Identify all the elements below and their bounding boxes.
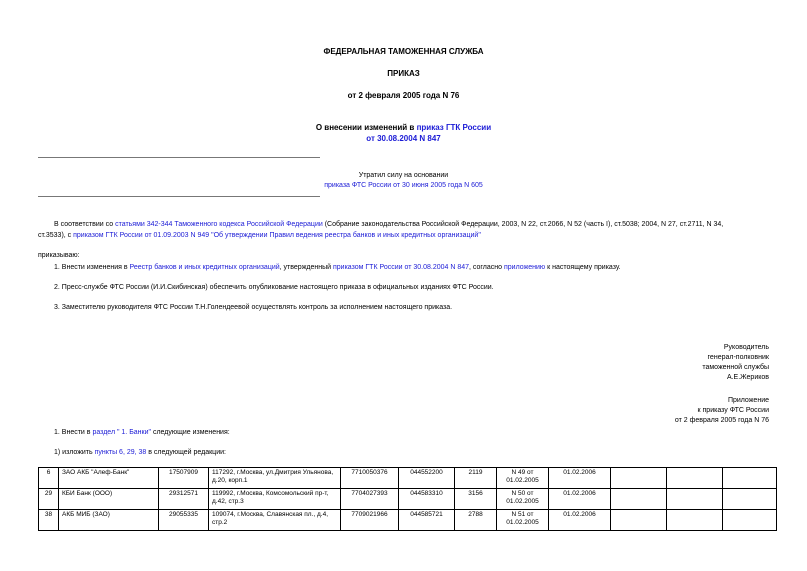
table-cell: 6	[39, 468, 59, 489]
table-cell: 01.02.2006	[549, 489, 611, 510]
preamble-link-code[interactable]: статьями 342-344 Таможенного кодекса Российской Федерации	[115, 221, 323, 228]
table-cell	[611, 489, 667, 510]
table-cell: 3156	[455, 489, 497, 510]
table-cell: 044583310	[399, 489, 455, 510]
repeal-line: Утратил силу на основании	[358, 172, 449, 179]
table-cell: 29	[39, 489, 59, 510]
table-cell: АКБ МИБ (ЗАО)	[59, 510, 159, 531]
table-row	[39, 510, 777, 531]
table-cell	[667, 510, 723, 531]
table-cell: 7710050376	[341, 468, 399, 489]
clause-line: 1) изложить пункты 6, 29, 38 в следующей редакции:	[54, 449, 226, 456]
table-cell: 01.02.2006	[549, 510, 611, 531]
table-cell	[723, 468, 777, 489]
table-cell: 01.02.2006	[549, 468, 611, 489]
appendix-block	[675, 396, 769, 426]
signature-name: А.Е.Жериков	[726, 374, 769, 381]
table-cell	[723, 489, 777, 510]
table-cell: N 50 от 01.02.2005	[497, 489, 549, 510]
table-cell: 2788	[455, 510, 497, 531]
appendix-title: Приложение	[727, 397, 769, 404]
doc-subject	[0, 122, 807, 144]
table-cell: ЗАО АКБ "Алеф-Банк"	[59, 468, 159, 489]
table-cell: 7709021966	[341, 510, 399, 531]
appendix-date: от 2 февраля 2005 года N 76	[674, 417, 769, 424]
table-cell: 29312571	[159, 489, 209, 510]
subject-link-date[interactable]: от 30.08.2004 N 847	[366, 134, 441, 143]
table-cell	[611, 468, 667, 489]
preamble: В соответствии со статьями 342-344 Таможенного кодекса Российской Федерации (Собрание законодательства Российской Федерации, 2003, N 22, ст.2066, N 52 (часть I), ст.5038; 2004, N 27, ст.2711, N 34,	[54, 221, 724, 228]
table-row	[39, 468, 777, 489]
preamble-link-order[interactable]: приказом ГТК России от 01.09.2003 N 949 "Об утверждении Правил ведения реестра банков и иных кредитных организаций"	[73, 232, 481, 239]
subject-link[interactable]: приказ ГТК России	[416, 123, 492, 132]
item-1: 1. Внести изменения в Реестр банков и иных кредитных организаций, утвержденный приказом ГТК России от 30.08.2004 N 847, согласно приложению к настоящему приказу.	[54, 264, 621, 271]
table-cell: 38	[39, 510, 59, 531]
order-word: приказываю:	[38, 252, 80, 259]
table-cell	[667, 468, 723, 489]
table-cell: 29055335	[159, 510, 209, 531]
divider-top	[38, 157, 320, 158]
section-line: 1. Внести в раздел " 1. Банки" следующие изменения:	[54, 429, 230, 436]
subject-prefix: О внесении изменений в	[315, 123, 417, 132]
item-3: 3. Заместителю руководителя ФТС России Т.Н.Голендеевой осуществлять контроль за исполнением настоящего приказа.	[54, 304, 453, 311]
divider-bottom	[38, 196, 320, 197]
table-cell: 044552200	[399, 468, 455, 489]
signature-rank: генерал-полковник	[707, 354, 769, 361]
table-cell: N 49 от 01.02.2005	[497, 468, 549, 489]
table-cell: КБИ Банк (ООО)	[59, 489, 159, 510]
table-cell	[723, 510, 777, 531]
doc-type: ПРИКАЗ	[387, 69, 420, 78]
table-cell: 044585721	[399, 510, 455, 531]
table-cell	[611, 510, 667, 531]
doc-date: от 2 февраля 2005 года N 76	[347, 91, 460, 100]
table-cell: 117292, г.Москва, ул.Дмитрия Ульянова, д.20, корп.1	[209, 468, 341, 489]
table-cell	[667, 489, 723, 510]
repeal-link[interactable]: приказа ФТС России от 30 июня 2005 года N 605	[324, 182, 483, 189]
item1-link-appendix[interactable]: приложению	[504, 264, 546, 271]
signature-service: таможенной службы	[702, 364, 769, 371]
table-cell: 2119	[455, 468, 497, 489]
signature-title: Руководитель	[723, 344, 769, 351]
item1-link-registry[interactable]: Реестр банков и иных кредитных организаций	[129, 264, 280, 271]
table-row	[39, 489, 777, 510]
item-2: 2. Пресс-службе ФТС России (И.И.Скибинская) обеспечить опубликование настоящего приказа в официальных изданиях ФТС России.	[54, 284, 494, 291]
agency-title: ФЕДЕРАЛЬНАЯ ТАМОЖЕННАЯ СЛУЖБА	[323, 47, 484, 56]
preamble-cont: ст.3533), с приказом ГТК России от 01.09.2003 N 949 "Об утверждении Правил ведения реестра банков и иных кредитных организаций"	[38, 232, 481, 239]
clause-link[interactable]: пункты 6, 29, 38	[94, 449, 147, 456]
appendix-ref: к приказу ФТС России	[697, 407, 769, 414]
table-cell: 7704027393	[341, 489, 399, 510]
table-cell: N 51 от 01.02.2005	[497, 510, 549, 531]
signature-block	[702, 343, 769, 383]
table-cell: 109074, г.Москва, Славянская пл., д.4, стр.2	[209, 510, 341, 531]
item1-link-order[interactable]: приказом ГТК России от 30.08.2004 N 847	[332, 264, 470, 271]
registry-table	[38, 467, 777, 531]
table-cell: 119992, г.Москва, Комсомольский пр-т, д.42, стр.3	[209, 489, 341, 510]
section-link[interactable]: раздел " 1. Банки"	[92, 429, 151, 436]
table-cell: 17507909	[159, 468, 209, 489]
